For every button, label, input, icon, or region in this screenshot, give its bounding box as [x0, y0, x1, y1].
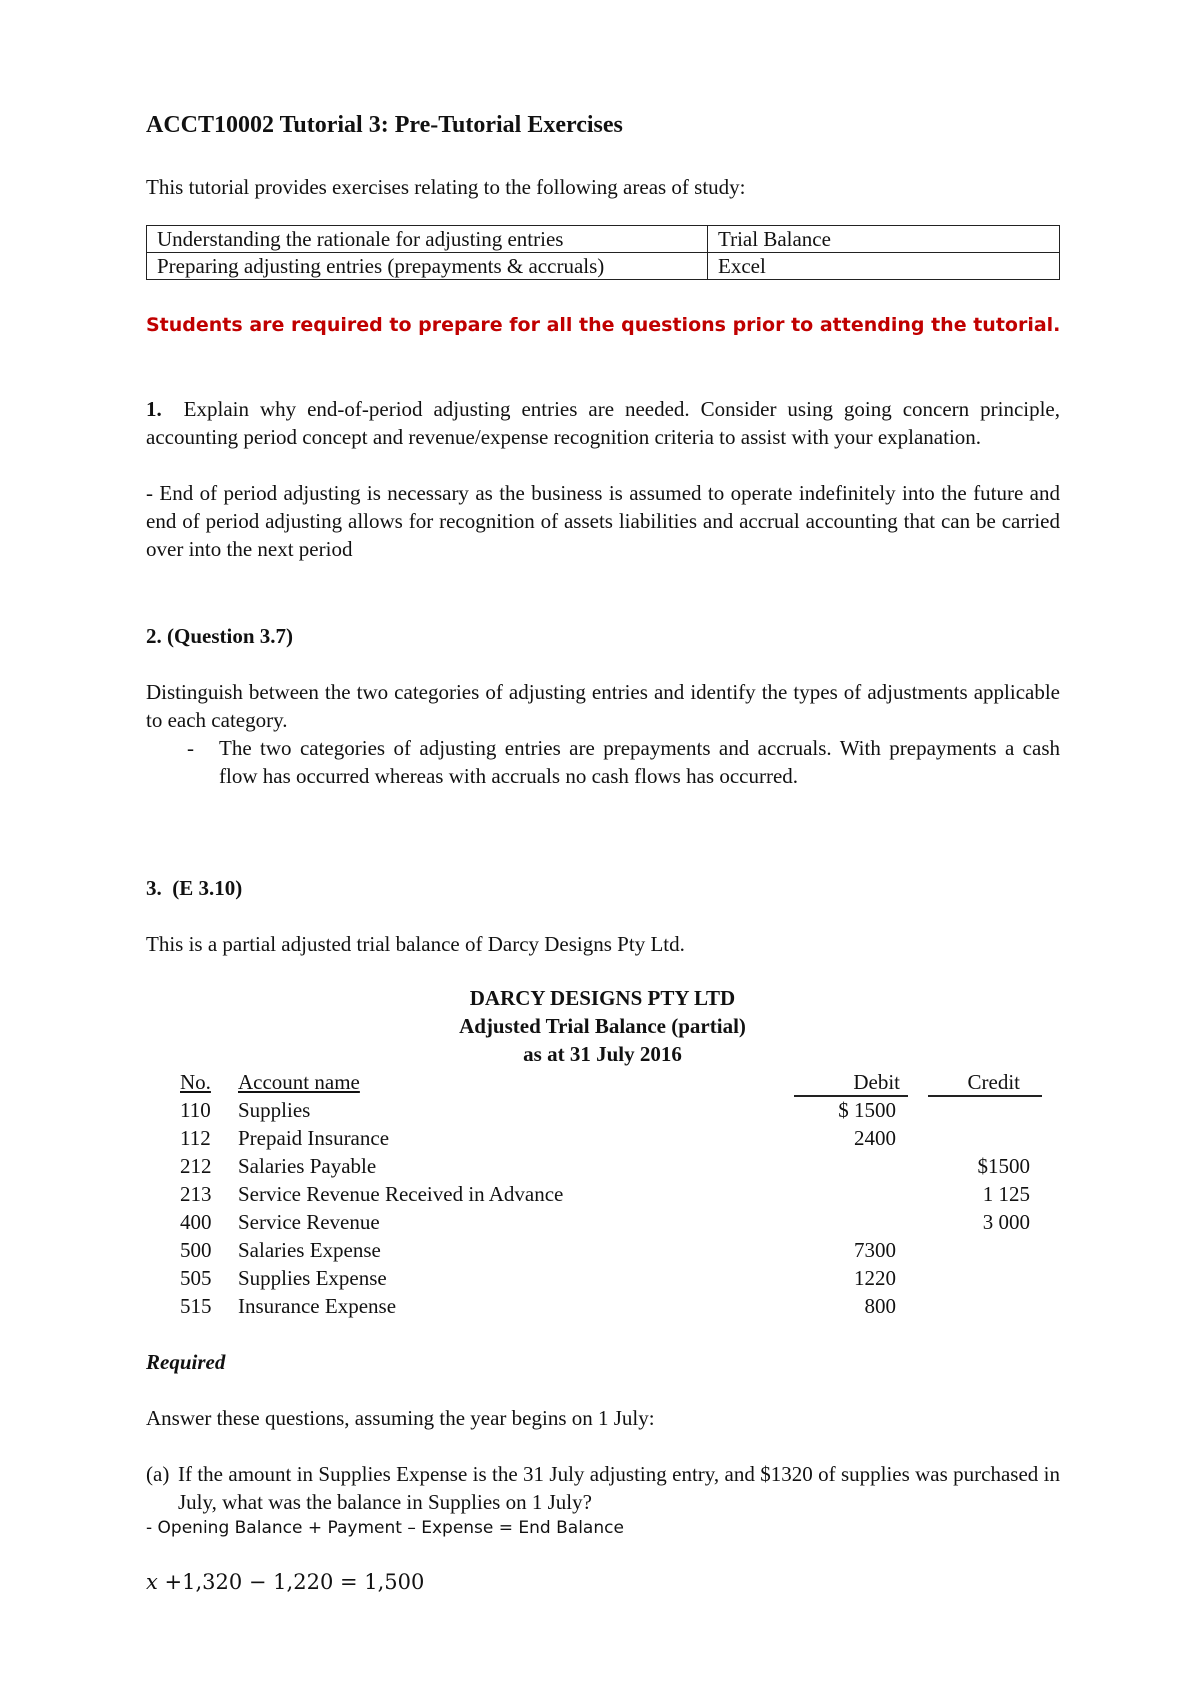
account-no: 400: [180, 1210, 212, 1234]
debit-value: 7300: [854, 1238, 896, 1262]
part-a-label: (a): [146, 1462, 170, 1486]
debit-value: 2400: [854, 1126, 896, 1150]
credit-value: $1500: [977, 1154, 1030, 1178]
answer-bullet: -: [187, 736, 194, 760]
account-no: 500: [180, 1238, 212, 1262]
table-cell: Preparing adjusting entries (prepayments & accruals): [147, 253, 708, 280]
trial-balance-title: Adjusted Trial Balance (partial): [459, 1014, 746, 1038]
column-header-debit: Debit: [853, 1070, 900, 1094]
column-header-no: No.: [180, 1070, 211, 1094]
debit-value: $ 1500: [838, 1098, 896, 1122]
credit-value: 1 125: [982, 1182, 1030, 1206]
account-no: 112: [180, 1126, 211, 1150]
required-text: Answer these questions, assuming the year begins on 1 July:: [146, 1406, 655, 1430]
question-1: [146, 395, 1060, 451]
table-row: [146, 1152, 1046, 1180]
account-name: Prepaid Insurance: [238, 1126, 390, 1150]
page-title: ACCT10002 Tutorial 3: Pre-Tutorial Exercises: [146, 112, 623, 138]
table-row: [146, 1236, 1046, 1264]
equation-terms: +1,320 − 1,220 = 1,500: [157, 1570, 425, 1594]
table-cell: Excel: [708, 253, 1060, 280]
table-row: [146, 1096, 1046, 1124]
question-2-heading: 2. (Question 3.7): [146, 624, 293, 648]
question-3-heading: [146, 874, 242, 902]
account-no: 515: [180, 1294, 212, 1318]
trial-balance-header: [146, 1068, 1046, 1096]
part-a-text: If the amount in Supplies Expense is the 31 July adjusting entry, and $1320 of supplies was purchased in July, what was the balance in Supplies on 1 July?: [178, 1462, 1060, 1514]
account-no: 212: [180, 1154, 212, 1178]
question-text: Explain why end-of-period adjusting entries are needed. Consider using going concern principle, accounting period concept and revenue/expense recognition criteria to assist with your explanation.: [146, 397, 1060, 449]
account-name: Supplies Expense: [238, 1266, 387, 1290]
table-row: [146, 1292, 1046, 1320]
table-row: [147, 226, 1060, 253]
credit-value: 3 000: [982, 1210, 1030, 1234]
table-row: [146, 1264, 1046, 1292]
question-1-answer: - End of period adjusting is necessary as the business is assumed to operate indefinitely into the future and end of period adjusting allows for recognition of assets liabilities and accrual accounting that can be carried over into the next period: [146, 481, 1060, 561]
table-row: [146, 1124, 1046, 1152]
company-name: DARCY DESIGNS PTY LTD: [469, 986, 736, 1010]
study-areas-table: [146, 225, 1060, 280]
question-2-answer: The two categories of adjusting entries are prepayments and accruals. With prepayments a cash flow has occurred whereas with accruals no cash flows has occurred.: [219, 736, 1060, 788]
account-name: Salaries Payable: [238, 1154, 377, 1178]
column-header-account-name: Account name: [238, 1070, 360, 1094]
account-name: Service Revenue: [238, 1210, 380, 1234]
question-number: 1.: [146, 397, 162, 421]
table-cell: Trial Balance: [708, 226, 1060, 253]
equation-variable: x: [146, 1570, 158, 1594]
preparation-notice: Students are required to prepare for all the questions prior to attending the tutorial.: [146, 314, 1061, 336]
table-row: [147, 253, 1060, 280]
question-3-text: This is a partial adjusted trial balance of Darcy Designs Pty Ltd.: [146, 932, 685, 956]
table-cell: Understanding the rationale for adjusting entries: [147, 226, 708, 253]
part-a-note: - Opening Balance + Payment – Expense = End Balance: [146, 1518, 624, 1538]
account-name: Supplies: [238, 1098, 311, 1122]
question-number: 3.: [146, 876, 162, 900]
question-ref: (E 3.10): [172, 876, 243, 900]
account-name: Salaries Expense: [238, 1238, 381, 1262]
debit-value: 1220: [854, 1266, 896, 1290]
column-header-credit: Credit: [967, 1070, 1020, 1094]
account-name: Insurance Expense: [238, 1294, 397, 1318]
question-2-text: Distinguish between the two categories of adjusting entries and identify the types of adjustments applicable to each category.: [146, 680, 1060, 732]
equation: [146, 1570, 424, 1594]
account-no: 110: [180, 1098, 211, 1122]
account-no: 505: [180, 1266, 212, 1290]
table-row: [146, 1180, 1046, 1208]
account-no: 213: [180, 1182, 212, 1206]
intro-text: This tutorial provides exercises relating to the following areas of study:: [146, 175, 746, 199]
required-heading: Required: [146, 1350, 226, 1374]
debit-value: 800: [864, 1294, 896, 1318]
account-name: Service Revenue Received in Advance: [238, 1182, 564, 1206]
table-row: [146, 1208, 1046, 1236]
trial-balance-date: as at 31 July 2016: [523, 1042, 682, 1066]
